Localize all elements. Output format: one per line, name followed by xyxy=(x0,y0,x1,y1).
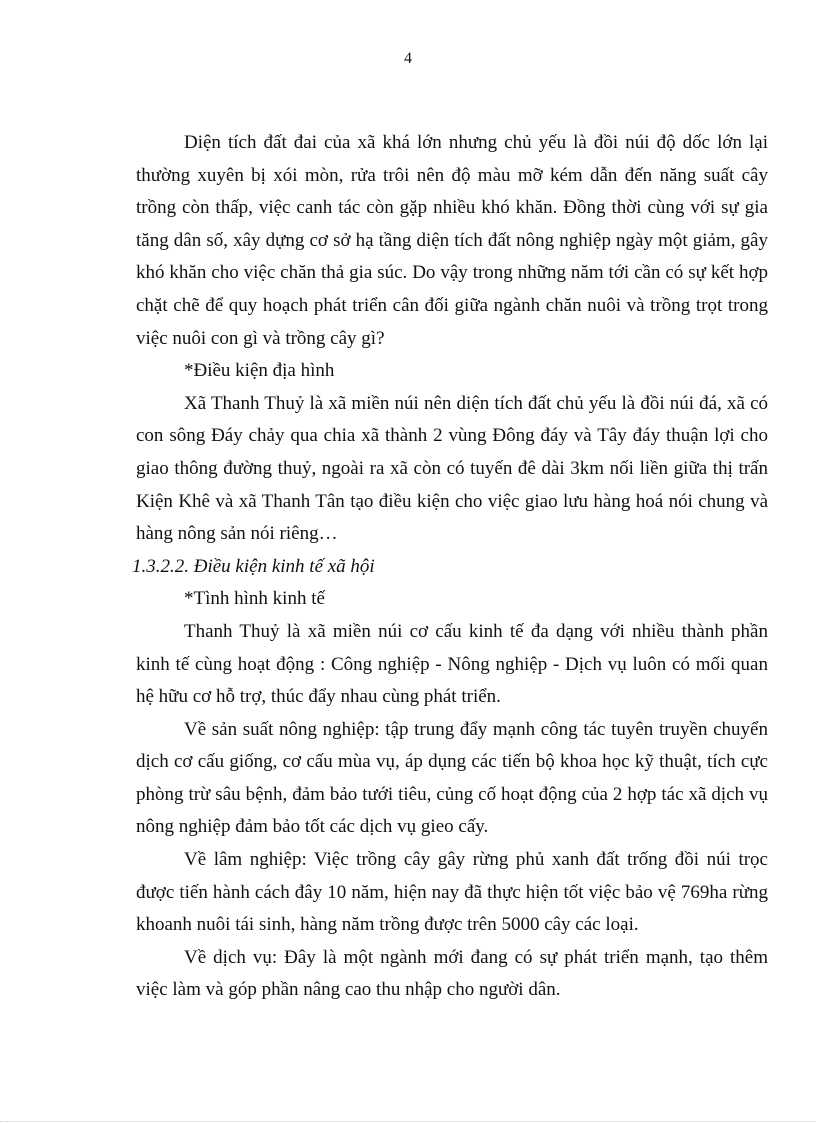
paragraph-terrain: Xã Thanh Thuỷ là xã miền núi nên diện tích đất chủ yếu là đồi núi đá, xã có con sông Đáy chảy qua chia xã thành 2 vùng Đông đáy và Tây đáy thuận lợi cho giao thông đường thuỷ, ngoài ra xã còn có tuyến đê dài 3km nối liền giữa thị trấn Kiện Khê và xã Thanh Tân tạo điều kiện cho việc giao lưu hàng hoá nói chung và hàng nông sản nói riêng… xyxy=(136,392,768,545)
paragraph-services: Về dịch vụ: Đây là một ngành mới đang có sự phát triển mạnh, tạo thêm việc làm và góp phần nâng cao thu nhập cho người dân. xyxy=(136,946,768,1001)
paragraph-agriculture: Về sản suất nông nghiệp: tập trung đẩy mạnh công tác tuyên truyền chuyển dịch cơ cấu giống, cơ cấu mùa vụ, áp dụng các tiến bộ khoa học kỹ thuật, tích cực phòng trừ sâu bệnh, đảm bảo tưới tiêu, củng cố hoạt động của 2 hợp tác xã dịch vụ nông nghiệp đảm bảo tốt các dịch vụ gieo cấy. xyxy=(136,718,768,838)
page-number: 4 xyxy=(404,50,412,67)
subheading-economy: *Tình hình kinh tế xyxy=(184,588,325,610)
page-bottom-divider xyxy=(0,1121,816,1122)
paragraph-forestry: Về lâm nghiệp: Việc trồng cây gây rừng phủ xanh đất trống đồi núi trọc được tiến hành cách đây 10 năm, hiện nay đã thực hiện tốt việc bảo vệ 769ha rừng khoanh nuôi tái sinh, hàng năm trồng được trên 5000 cây các loại. xyxy=(136,849,768,936)
paragraph-land-area: Diện tích đất đai của xã khá lớn nhưng chủ yếu là đồi núi độ dốc lớn lại thường xuyên bị xói mòn, rửa trôi nên độ màu mỡ kém dẫn đến năng suất cây trồng còn thấp, việc canh tác còn gặp nhiều khó khăn. Đồng thời cùng với sự gia tăng dân số, xây dựng cơ sở hạ tầng diện tích đất nông nghiệp ngày một giảm, gây khó khăn cho việc chăn thả gia súc. Do vậy trong những năm tới cần có sự kết hợp chặt chẽ để quy hoạch phát triển cân đối giữa ngành chăn nuôi và trồng trọt trong việc nuôi con gì và trồng cây gì? xyxy=(136,132,768,349)
document-body xyxy=(132,127,768,1007)
section-heading-socioeconomic: 1.3.2.2. Điều kiện kinh tế xã hội xyxy=(132,555,375,577)
subheading-terrain: *Điều kiện địa hình xyxy=(184,360,335,382)
paragraph-economy: Thanh Thuỷ là xã miền núi cơ cấu kinh tế đa dạng với nhiều thành phần kinh tế cùng hoạt động : Công nghiệp - Nông nghiệp - Dịch vụ luôn có mối quan hệ hữu cơ hỗ trợ, thúc đẩy nhau cùng phát triển. xyxy=(136,620,768,708)
